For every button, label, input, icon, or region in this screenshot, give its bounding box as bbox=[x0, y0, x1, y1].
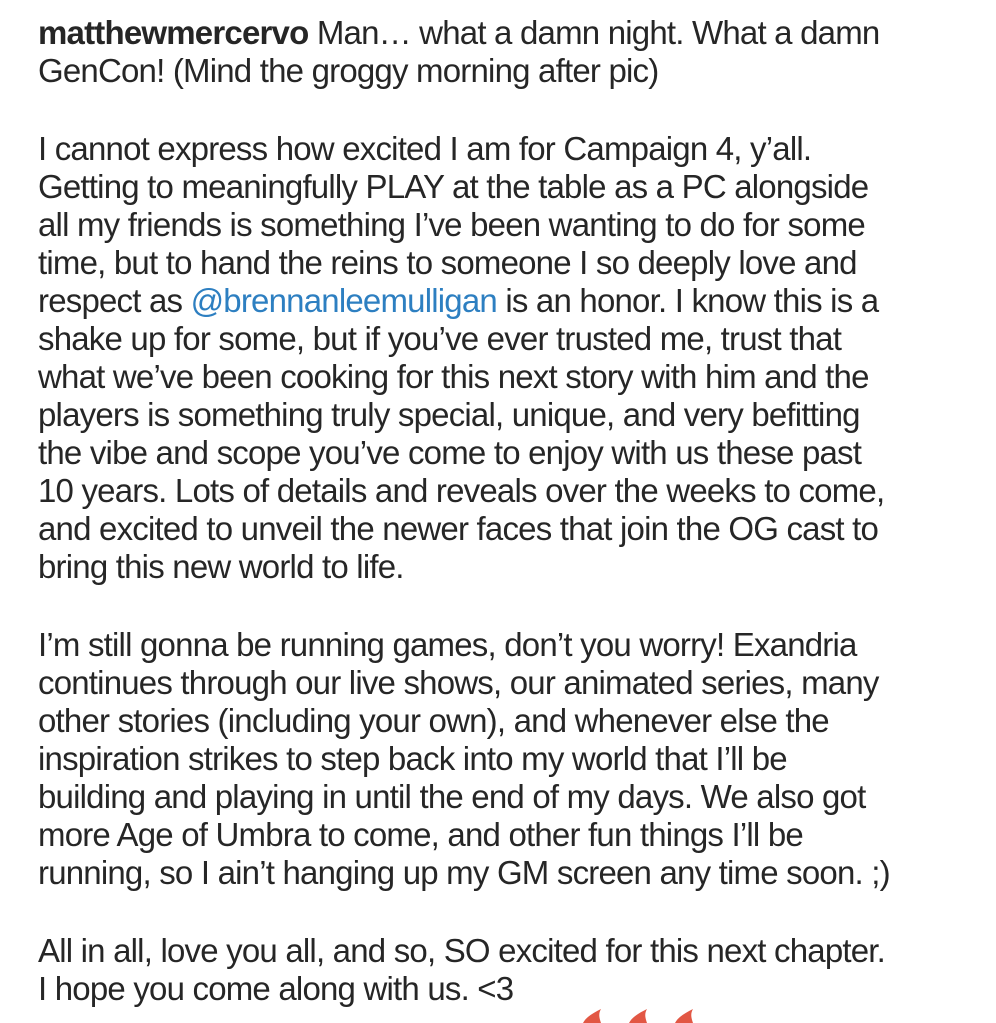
caption-text: time, but to hand the reins to someone I so deeply love and bbox=[38, 244, 857, 281]
caption-line bbox=[38, 472, 966, 510]
fire-emoji-tip-icon bbox=[582, 1009, 602, 1023]
caption-text: players is something truly special, unique, and very befitting bbox=[38, 396, 860, 433]
caption-text: running, so I ain’t hanging up my GM screen any time soon. ;) bbox=[38, 854, 890, 891]
caption-text: I’m still gonna be running games, don’t you worry! Exandria bbox=[38, 626, 857, 663]
caption-text: and excited to unveil the newer faces that join the OG cast to bbox=[38, 510, 879, 547]
caption-paragraph bbox=[38, 932, 966, 1008]
caption-line bbox=[38, 434, 966, 472]
mention-link[interactable]: @brennanleemulligan bbox=[190, 282, 497, 319]
caption-line bbox=[38, 358, 966, 396]
emoji-row bbox=[582, 1009, 694, 1023]
caption-line bbox=[38, 14, 966, 52]
caption-text: shake up for some, but if you’ve ever trusted me, trust that bbox=[38, 320, 842, 357]
caption-line bbox=[38, 778, 966, 816]
caption-text: GenCon! (Mind the groggy morning after pic) bbox=[38, 52, 659, 89]
caption-text: I hope you come along with us. <3 bbox=[38, 970, 514, 1007]
caption-text: Man… what a damn night. What a damn bbox=[308, 14, 880, 51]
caption-text: other stories (including your own), and whenever else the bbox=[38, 702, 829, 739]
caption-line bbox=[38, 244, 966, 282]
caption-text: Getting to meaningfully PLAY at the table as a PC alongside bbox=[38, 168, 869, 205]
caption-line bbox=[38, 702, 966, 740]
caption-line bbox=[38, 740, 966, 778]
caption-line bbox=[38, 396, 966, 434]
caption-line bbox=[38, 548, 966, 586]
caption-line bbox=[38, 626, 966, 664]
caption-paragraph bbox=[38, 626, 966, 892]
caption-text: 10 years. Lots of details and reveals over the weeks to come, bbox=[38, 472, 885, 509]
caption-text: respect as bbox=[38, 282, 191, 319]
fire-emoji-tip-icon bbox=[628, 1009, 648, 1023]
caption-line bbox=[38, 168, 966, 206]
caption-line bbox=[38, 320, 966, 358]
caption-line bbox=[38, 52, 966, 90]
caption-text: inspiration strikes to step back into my world that I’ll be bbox=[38, 740, 787, 777]
caption-text: All in all, love you all, and so, SO excited for this next chapter. bbox=[38, 932, 886, 969]
caption-line bbox=[38, 970, 966, 1008]
fire-emoji-tip-icon bbox=[674, 1009, 694, 1023]
caption-line bbox=[38, 816, 966, 854]
caption-text: more Age of Umbra to come, and other fun things I’ll be bbox=[38, 816, 803, 853]
caption-line bbox=[38, 854, 966, 892]
caption-text: what we’ve been cooking for this next story with him and the bbox=[38, 358, 869, 395]
caption-paragraph bbox=[38, 14, 966, 90]
caption-text: the vibe and scope you’ve come to enjoy with us these past bbox=[38, 434, 862, 471]
caption-line bbox=[38, 510, 966, 548]
caption-line bbox=[38, 664, 966, 702]
caption-line bbox=[38, 206, 966, 244]
caption-text: continues through our live shows, our animated series, many bbox=[38, 664, 879, 701]
caption-text: I cannot express how excited I am for Campaign 4, y’all. bbox=[38, 130, 812, 167]
caption-line bbox=[38, 282, 966, 320]
caption-line bbox=[38, 932, 966, 970]
caption-text: building and playing in until the end of my days. We also got bbox=[38, 778, 866, 815]
caption-text: is an honor. I know this is a bbox=[496, 282, 879, 319]
username[interactable]: matthewmercervo bbox=[38, 14, 309, 51]
caption-text: bring this new world to life. bbox=[38, 548, 404, 585]
caption-text: all my friends is something I’ve been wanting to do for some bbox=[38, 206, 865, 243]
caption-line bbox=[38, 130, 966, 168]
caption-paragraph bbox=[38, 130, 966, 586]
post-caption bbox=[38, 14, 966, 1008]
